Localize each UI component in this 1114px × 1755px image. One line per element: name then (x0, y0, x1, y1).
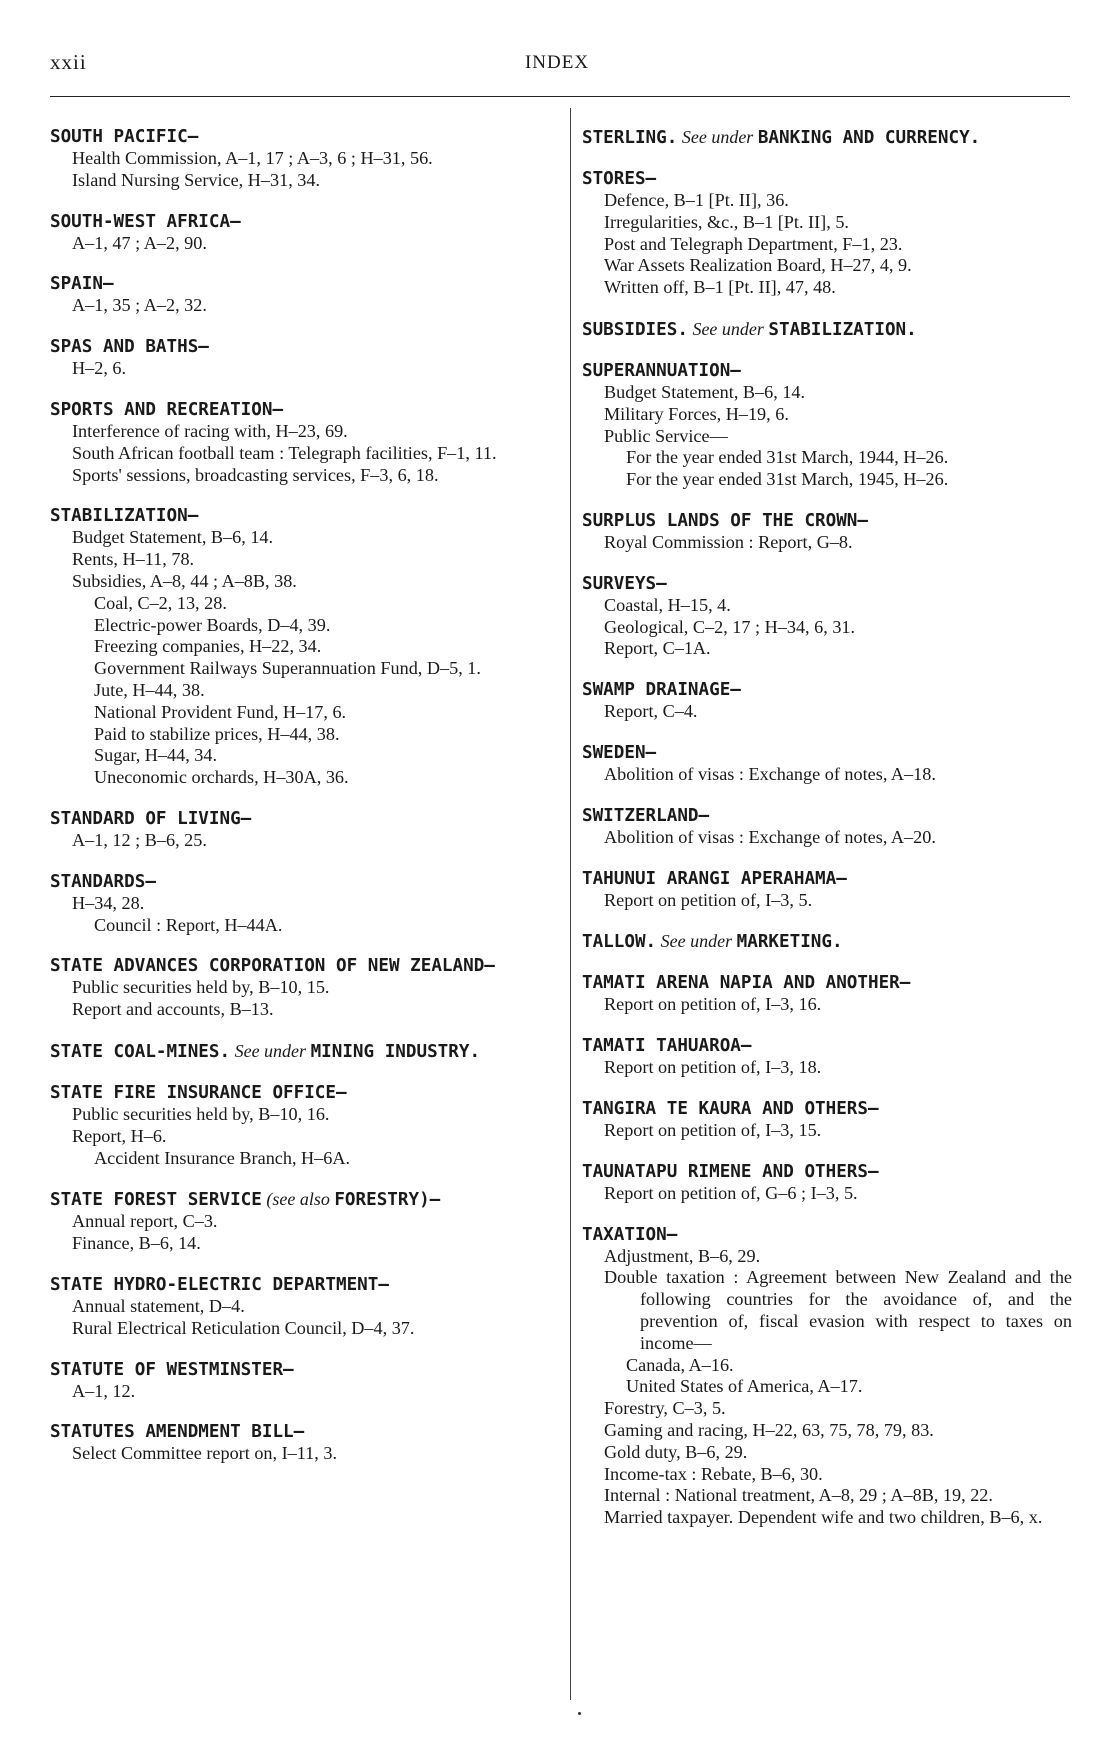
index-subentry: Gaming and racing, H–22, 63, 75, 78, 79, 83. (604, 1419, 934, 1440)
index-subsubentry: Paid to stabilize prices, H–44, 38. (94, 723, 340, 744)
heading-text: STATE ADVANCES CORPORATION OF NEW ZEALAND— (50, 956, 495, 977)
heading-text: SWAMP DRAINAGE— (582, 680, 741, 701)
index-subentry: H–34, 28. (72, 892, 145, 913)
index-subentry: Geological, C–2, 17 ; H–34, 6, 31. (604, 616, 856, 637)
index-entry (582, 1224, 1072, 1529)
heading-text: STABILIZATION. (768, 319, 917, 340)
index-subentry: Written off, B–1 [Pt. II], 47, 48. (604, 277, 836, 298)
index-subsubentry: Uneconomic orchards, H–30A, 36. (94, 767, 349, 788)
index-subentry: A–1, 12. (72, 1380, 136, 1401)
index-heading (50, 211, 550, 233)
heading-text: TAUNATAPU RIMENE AND OTHERS— (582, 1161, 879, 1182)
index-heading (50, 505, 550, 527)
index-heading (50, 336, 550, 358)
index-subsubentry: Electric-power Boards, D–4, 39. (94, 614, 331, 635)
index-subentry: Annual report, C–3. (72, 1211, 218, 1232)
index-entry (582, 679, 1072, 723)
index-entry (50, 1421, 550, 1465)
index-subentry: Internal : National treatment, A–8, 29 ; A–8B, 19, 22. (604, 1485, 993, 1506)
heading-text: STERLING. (582, 128, 678, 148)
index-heading (50, 1040, 550, 1063)
column-divider (570, 108, 571, 1700)
index-entry (582, 1098, 1072, 1142)
index-subentry: Military Forces, H–19, 6. (604, 403, 789, 424)
index-entry (582, 742, 1072, 786)
heading-text: TAMATI TAHUAROA— (582, 1036, 752, 1057)
left-column (50, 126, 550, 1484)
heading-text: TALLOW. (582, 932, 657, 953)
index-heading (582, 930, 1072, 953)
index-subentry: Annual statement, D–4. (72, 1295, 245, 1316)
index-subentry: Public securities held by, B–10, 16. (72, 1103, 330, 1124)
index-entry (50, 808, 550, 852)
index-subentry: Report, H–6. (72, 1125, 167, 1146)
index-heading (50, 1082, 550, 1104)
page-number: xxii (50, 50, 87, 74)
index-heading (50, 1359, 550, 1381)
heading-text: SWITZERLAND— (582, 805, 710, 826)
index-entry (582, 930, 1072, 953)
index-entry (582, 510, 1072, 554)
heading-text: STATUTES AMENDMENT BILL— (50, 1422, 305, 1443)
index-subentry: Finance, B–6, 14. (72, 1233, 201, 1254)
index-subentry: A–1, 35 ; A–2, 32. (72, 295, 207, 316)
heading-text: SURPLUS LANDS OF THE CROWN— (582, 510, 868, 531)
index-subsubentry: Government Railways Superannuation Fund, D–5, 1. (94, 658, 481, 679)
heading-text: SPAS AND BATHS— (50, 337, 209, 358)
index-subentry: Coastal, H–15, 4. (604, 594, 731, 615)
index-entry (50, 871, 550, 937)
index-heading (50, 871, 550, 893)
index-subentry: Island Nursing Service, H–31, 34. (72, 169, 321, 190)
heading-text: STATE COAL-MINES. (50, 1041, 231, 1062)
index-entry (582, 1161, 1072, 1205)
heading-text: SPORTS AND RECREATION— (50, 399, 284, 420)
index-subentry: Report on petition of, G–6 ; I–3, 5. (604, 1182, 858, 1203)
index-subentry: A–1, 47 ; A–2, 90. (72, 232, 207, 253)
index-entry (50, 273, 550, 317)
index-subsubentry: Council : Report, H–44A. (94, 914, 283, 935)
index-heading (582, 126, 1072, 149)
index-subentry: Budget Statement, B–6, 14. (72, 527, 274, 548)
index-subsubentry: For the year ended 31st March, 1944, H–26. (626, 447, 949, 468)
index-heading (582, 742, 1072, 764)
index-entry (50, 1359, 550, 1403)
index-heading (50, 808, 550, 830)
heading-text: SUBSIDIES. (582, 319, 688, 340)
heading-text: SOUTH-WEST AFRICA— (50, 211, 241, 232)
index-heading (582, 1161, 1072, 1183)
index-heading (582, 360, 1072, 382)
cross-reference-text: See under (230, 1040, 311, 1061)
index-heading (50, 1188, 550, 1211)
index-subentry: Public securities held by, B–10, 15. (72, 977, 330, 998)
index-subentry: Report on petition of, I–3, 16. (604, 994, 822, 1015)
index-subentry: Gold duty, B–6, 29. (604, 1441, 748, 1462)
index-subsubentry: Canada, A–16. (626, 1354, 734, 1375)
index-subentry: Report, C–4. (604, 701, 698, 722)
heading-text: TAHUNUI ARANGI APERAHAMA— (582, 868, 847, 889)
index-subsubentry: Sugar, H–44, 34. (94, 745, 218, 766)
index-heading (582, 1224, 1072, 1246)
index-subentry: Report on petition of, I–3, 5. (604, 889, 813, 910)
heading-text: TAMATI ARENA NAPIA AND ANOTHER— (582, 973, 911, 994)
heading-text: TAXATION— (582, 1224, 678, 1245)
index-heading (582, 1098, 1072, 1120)
index-subentry: Report and accounts, B–13. (72, 999, 274, 1020)
index-subsubentry: United States of America, A–17. (626, 1376, 863, 1397)
index-subentry: Budget Statement, B–6, 14. (604, 381, 806, 402)
index-heading (582, 1035, 1072, 1057)
index-subsubentry: Coal, C–2, 13, 28. (94, 592, 227, 613)
heading-text: STATE FIRE INSURANCE OFFICE— (50, 1082, 347, 1103)
cross-reference-text: See under (656, 931, 737, 952)
heading-text: SUPERANNUATION— (582, 360, 741, 381)
heading-text: SOUTH PACIFIC— (50, 127, 199, 147)
index-subentry: Post and Telegraph Department, F–1, 23. (604, 233, 903, 254)
index-entry (50, 955, 550, 1021)
index-entry (50, 399, 550, 486)
right-column (582, 126, 1072, 1548)
index-subentry: South African football team : Telegraph facilities, F–1, 11. (72, 442, 497, 463)
index-entry (50, 211, 550, 255)
index-entry (582, 318, 1072, 341)
index-heading (582, 868, 1072, 890)
index-entry (582, 360, 1072, 491)
heading-text: TANGIRA TE KAURA AND OTHERS— (582, 1098, 879, 1119)
header-rule (50, 96, 1070, 97)
index-entry (582, 805, 1072, 849)
index-heading (582, 510, 1072, 532)
index-subentry: Select Committee report on, I–11, 3. (72, 1443, 338, 1464)
index-subsubentry: National Provident Fund, H–17, 6. (94, 701, 347, 722)
index-subentry: Interference of racing with, H–23, 69. (72, 420, 348, 441)
index-entry (50, 1274, 550, 1340)
index-subentry: H–2, 6. (72, 358, 127, 379)
index-subentry: Report on petition of, I–3, 15. (604, 1119, 822, 1140)
index-heading (50, 955, 550, 977)
heading-text: MINING INDUSTRY. (310, 1041, 481, 1062)
heading-text: STABILIZATION— (50, 506, 199, 527)
index-entry (582, 972, 1072, 1016)
index-entry (50, 1188, 550, 1255)
index-subentry: Public Service— (604, 425, 728, 446)
index-subentry: Royal Commission : Report, G–8. (604, 531, 853, 552)
index-entry (582, 573, 1072, 660)
index-entry (50, 505, 550, 789)
index-heading (50, 126, 550, 148)
index-heading (582, 805, 1072, 827)
cross-reference-text: See under (687, 318, 769, 339)
index-heading (582, 679, 1072, 701)
index-subentry: Double taxation : Agreement between New Zealand and the following countries for the avoidance of, and the prevention of, fiscal evasion with respect to taxes on income— (604, 1267, 1072, 1353)
index-subsubentry: Freezing companies, H–22, 34. (94, 636, 322, 657)
heading-text: STATUTE OF WESTMINSTER— (50, 1359, 294, 1380)
index-subsubentry: Jute, H–44, 38. (94, 679, 205, 700)
heading-text: STANDARD OF LIVING— (50, 808, 252, 829)
heading-text: STANDARDS— (50, 871, 156, 892)
index-subentry: Rural Electrical Reticulation Council, D–4, 37. (72, 1317, 415, 1338)
heading-text: BANKING AND CURRENCY. (757, 128, 981, 148)
index-heading (50, 273, 550, 295)
cross-reference-text: See under (677, 127, 758, 147)
index-subentry: Health Commission, A–1, 17 ; A–3, 6 ; H–31, 56. (72, 148, 433, 168)
index-subentry: Report, C–1A. (604, 638, 711, 659)
index-subentry: Abolition of visas : Exchange of notes, A–20. (604, 826, 936, 847)
index-entry (50, 126, 550, 192)
index-subentry: Irregularities, &c., B–1 [Pt. II], 5. (604, 211, 849, 232)
index-entry (50, 1040, 550, 1063)
index-heading (50, 399, 550, 421)
heading-text: STATE HYDRO-ELECTRIC DEPARTMENT— (50, 1274, 389, 1295)
index-subsubentry: Accident Insurance Branch, H–6A. (94, 1147, 351, 1168)
index-subentry: A–1, 12 ; B–6, 25. (72, 829, 207, 850)
index-subentry: Defence, B–1 [Pt. II], 36. (604, 190, 789, 210)
index-heading (582, 573, 1072, 595)
index-subsubentry: For the year ended 31st March, 1945, H–26. (626, 469, 949, 490)
index-subentry: Rents, H–11, 78. (72, 549, 195, 570)
index-subentry: Income-tax : Rebate, B–6, 30. (604, 1463, 823, 1484)
index-entry (582, 1035, 1072, 1079)
heading-text: STORES— (582, 169, 657, 189)
heading-text: FORESTRY)— (334, 1190, 441, 1211)
index-entry (582, 868, 1072, 912)
index-subentry: Abolition of visas : Exchange of notes, A–18. (604, 763, 936, 784)
index-subentry: Sports' sessions, broadcasting services, F–3, 6, 18. (72, 464, 439, 485)
heading-text: MARKETING. (736, 932, 843, 953)
heading-text: STATE FOREST SERVICE (50, 1190, 262, 1211)
index-entry (50, 1082, 550, 1169)
index-heading (582, 972, 1072, 994)
heading-text: SWEDEN— (582, 742, 657, 763)
index-subentry: War Assets Realization Board, H–27, 4, 9. (604, 255, 912, 276)
index-subentry: Forestry, C–3, 5. (604, 1398, 726, 1419)
index-heading (582, 318, 1072, 341)
index-heading (582, 168, 1072, 190)
cross-reference-text: (see also (261, 1189, 335, 1210)
heading-text: SPAIN— (50, 274, 114, 295)
page-title: INDEX (524, 52, 590, 73)
index-heading (50, 1274, 550, 1296)
index-subentry: Adjustment, B–6, 29. (604, 1245, 761, 1266)
index-subentry: Report on petition of, I–3, 18. (604, 1057, 822, 1078)
index-subentry: Married taxpayer. Dependent wife and two children, B–6, x. (604, 1507, 1043, 1528)
index-heading (50, 1421, 550, 1443)
index-subentry: Subsidies, A–8, 44 ; A–8B, 38. (72, 570, 297, 591)
footer-dot (578, 1712, 581, 1715)
index-entry (50, 336, 550, 380)
heading-text: SURVEYS— (582, 573, 667, 594)
index-entry (582, 126, 1072, 149)
index-entry (582, 168, 1072, 299)
